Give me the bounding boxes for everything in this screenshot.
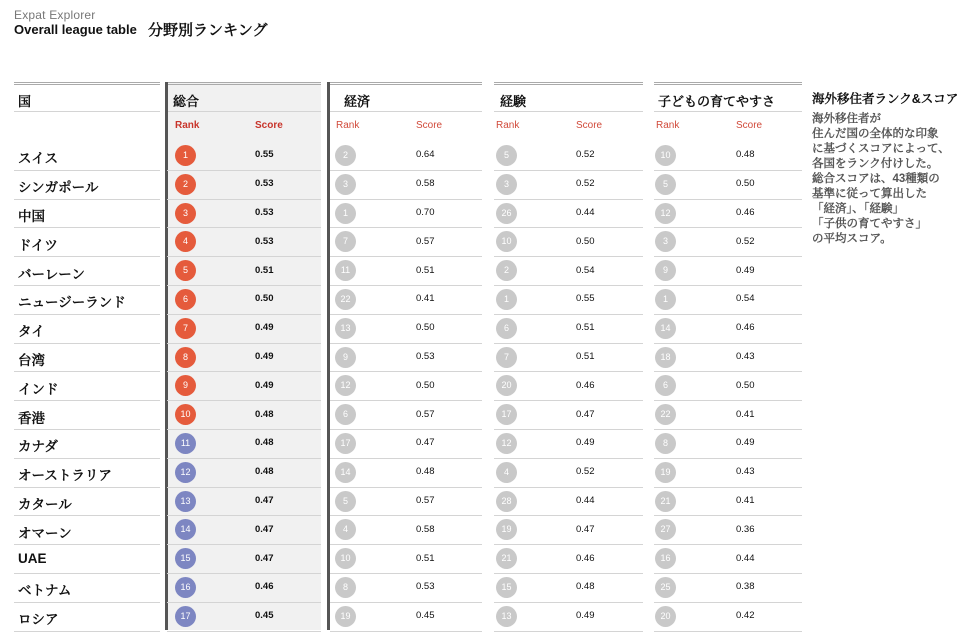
- row-rule: [654, 256, 802, 257]
- family-rank-label: Rank: [656, 120, 680, 131]
- experience-header: 経験: [500, 94, 527, 109]
- experience-score: 0.44: [576, 207, 595, 218]
- row-rule: [167, 544, 321, 545]
- family-score: 0.38: [736, 581, 755, 593]
- country-name: スイス: [18, 151, 59, 167]
- row-rule: [14, 170, 160, 171]
- row-rule: [654, 285, 802, 286]
- family-rank-badge: 16: [655, 548, 676, 569]
- economy-rank-badge: 2: [335, 145, 356, 166]
- overall-rank-badge: 10: [175, 404, 196, 425]
- side-line: の平均スコア。: [812, 233, 892, 245]
- country-name: カナダ: [18, 439, 58, 455]
- economy-score: 0.48: [416, 466, 435, 478]
- row-rule: [654, 227, 802, 228]
- row-rule: [167, 170, 321, 171]
- row-rule: [330, 458, 482, 459]
- row-rule: [167, 487, 321, 488]
- row-rule: [330, 602, 482, 603]
- row-rule: [167, 429, 321, 430]
- country-name: オマーン: [18, 525, 72, 541]
- country-name: タイ: [18, 324, 45, 340]
- row-rule: [330, 170, 482, 171]
- row-rule: [330, 631, 482, 632]
- row-rule: [167, 573, 321, 574]
- overall-score: 0.53: [255, 235, 274, 247]
- overall-score: 0.50: [255, 293, 274, 305]
- experience-score: 0.47: [576, 523, 595, 535]
- side-line: 「子供の育てやすさ」: [812, 218, 927, 230]
- country-name: シンガポール: [18, 180, 99, 196]
- row-rule: [14, 400, 160, 401]
- experience-rank-badge: 21: [496, 548, 517, 569]
- side-line: 基準に従って算出した: [812, 188, 927, 200]
- experience-score-label: Score: [576, 120, 603, 131]
- experience-rank-badge: 5: [496, 145, 517, 166]
- overall-rank-badge: 12: [175, 462, 196, 483]
- row-rule: [494, 544, 643, 545]
- experience-score: 0.49: [576, 610, 595, 622]
- row-rule: [494, 199, 643, 200]
- experience-score: 0.54: [576, 264, 595, 276]
- side-line: 各国をランク付けした。: [812, 158, 939, 170]
- experience-score: 0.46: [576, 379, 595, 391]
- overall-rank-badge: 5: [175, 260, 196, 281]
- overall-score: 0.47: [255, 495, 274, 506]
- row-rule: [330, 256, 482, 257]
- experience-score: 0.52: [576, 466, 595, 478]
- row-rule: [167, 199, 321, 200]
- row-rule: [14, 602, 160, 603]
- economy-left-bar: [327, 82, 330, 630]
- economy-score: 0.53: [416, 351, 435, 362]
- family-score: 0.46: [736, 322, 755, 334]
- country-name: ロシア: [18, 612, 59, 628]
- overall-rank-badge: 16: [175, 577, 196, 598]
- row-rule: [494, 170, 643, 171]
- experience-score: 0.52: [576, 178, 595, 190]
- experience-rank-badge: 19: [496, 519, 517, 540]
- family-rank-badge: 12: [655, 203, 676, 224]
- family-score: 0.43: [736, 351, 755, 362]
- overall-score: 0.48: [255, 437, 274, 449]
- experience-rank-badge: 10: [496, 231, 517, 252]
- experience-rank-badge: 15: [496, 577, 517, 598]
- side-line: 住んだ国の全体的な印象: [812, 128, 939, 140]
- experience-score: 0.49: [576, 437, 595, 449]
- row-rule: [654, 170, 802, 171]
- row-rule: [167, 285, 321, 286]
- row-rule: [330, 343, 482, 344]
- experience-score: 0.47: [576, 408, 595, 420]
- row-rule: [654, 371, 802, 372]
- family-score: 0.50: [736, 379, 755, 391]
- row-rule: [330, 429, 482, 430]
- family-score: 0.42: [736, 610, 755, 622]
- economy-rank-badge: 14: [335, 462, 356, 483]
- side-line: に基づくスコアによって、: [812, 143, 950, 155]
- family-score: 0.41: [736, 495, 755, 506]
- row-rule: [14, 544, 160, 545]
- overall-score: 0.51: [255, 264, 274, 276]
- row-rule: [14, 256, 160, 257]
- experience-score: 0.50: [576, 235, 595, 247]
- country-name: 中国: [18, 209, 45, 224]
- overall-score: 0.53: [255, 207, 274, 218]
- overall-rank-badge: 2: [175, 174, 196, 195]
- economy-score: 0.57: [416, 495, 435, 506]
- experience-score: 0.51: [576, 322, 595, 334]
- row-rule: [494, 602, 643, 603]
- country-name: UAE: [18, 550, 47, 566]
- family-rank-badge: 9: [655, 260, 676, 281]
- row-rule: [494, 458, 643, 459]
- economy-score: 0.41: [416, 293, 435, 305]
- family-rank-badge: 19: [655, 462, 676, 483]
- economy-rank-badge: 5: [335, 491, 356, 512]
- family-score: 0.49: [736, 437, 755, 449]
- family-score: 0.52: [736, 235, 755, 247]
- experience-rank-badge: 17: [496, 404, 517, 425]
- experience-rank-badge: 28: [496, 491, 517, 512]
- experience-rank-badge: 1: [496, 289, 517, 310]
- experience-score: 0.51: [576, 351, 595, 362]
- family-score: 0.41: [736, 408, 755, 420]
- overall-score: 0.48: [255, 466, 274, 478]
- economy-score: 0.51: [416, 552, 435, 564]
- row-rule: [14, 515, 160, 516]
- overall-rank-label: Rank: [175, 120, 200, 131]
- experience-rank-badge: 13: [496, 606, 517, 627]
- row-rule: [330, 371, 482, 372]
- overall-rank-badge: 4: [175, 231, 196, 252]
- experience-rank-badge: 12: [496, 433, 517, 454]
- row-rule: [654, 573, 802, 574]
- row-rule: [14, 631, 160, 632]
- overall-header: 総合: [173, 94, 200, 109]
- experience-rank-badge: 6: [496, 318, 517, 339]
- side-line: 海外移住者が: [812, 113, 881, 125]
- family-rank-badge: 10: [655, 145, 676, 166]
- side-title: 海外移住者ランク&スコア: [812, 92, 959, 106]
- row-rule: [167, 602, 321, 603]
- economy-rank-badge: 19: [335, 606, 356, 627]
- family-rank-badge: 8: [655, 433, 676, 454]
- economy-score: 0.51: [416, 264, 435, 276]
- overall-score: 0.49: [255, 351, 274, 362]
- family-rank-badge: 20: [655, 606, 676, 627]
- row-rule: [14, 199, 160, 200]
- family-rank-badge: 25: [655, 577, 676, 598]
- country-name: ドイツ: [18, 237, 58, 253]
- row-rule: [654, 199, 802, 200]
- family-score-label: Score: [736, 120, 763, 131]
- overall-left-bar: [165, 82, 168, 630]
- family-score: 0.54: [736, 293, 755, 305]
- economy-rank-badge: 6: [335, 404, 356, 425]
- row-rule: [494, 631, 643, 632]
- economy-score: 0.53: [416, 581, 435, 593]
- family-rank-badge: 5: [655, 174, 676, 195]
- row-rule: [330, 227, 482, 228]
- economy-score: 0.57: [416, 408, 435, 420]
- economy-rank-label: Rank: [336, 120, 360, 131]
- economy-score: 0.50: [416, 379, 435, 391]
- row-rule: [654, 515, 802, 516]
- header-title-jp: 分野別ランキング: [148, 22, 268, 39]
- row-rule: [14, 285, 160, 286]
- family-header: 子どもの育てやすさ: [658, 94, 776, 109]
- family-score: 0.46: [736, 207, 755, 218]
- row-rule: [330, 314, 482, 315]
- row-rule: [14, 227, 160, 228]
- overall-rank-badge: 15: [175, 548, 196, 569]
- family-score: 0.50: [736, 178, 755, 190]
- family-rank-badge: 27: [655, 519, 676, 540]
- row-rule: [330, 285, 482, 286]
- row-rule: [494, 256, 643, 257]
- side-line: 「経済」、「経験」: [812, 203, 904, 215]
- country-name: 台湾: [18, 353, 45, 368]
- economy-rank-badge: 10: [335, 548, 356, 569]
- country-name: 香港: [18, 410, 45, 426]
- row-rule: [330, 199, 482, 200]
- family-score: 0.48: [736, 149, 755, 161]
- family-section: [654, 82, 802, 630]
- family-score: 0.43: [736, 466, 755, 478]
- row-rule: [654, 458, 802, 459]
- row-rule: [654, 544, 802, 545]
- experience-score: 0.46: [576, 552, 595, 564]
- row-rule: [14, 458, 160, 459]
- economy-rank-badge: 11: [335, 260, 356, 281]
- economy-rank-badge: 4: [335, 519, 356, 540]
- experience-score: 0.52: [576, 149, 595, 161]
- overall-rank-badge: 3: [175, 203, 196, 224]
- experience-score: 0.55: [576, 293, 595, 305]
- overall-rank-badge: 9: [175, 375, 196, 396]
- family-rank-badge: 3: [655, 231, 676, 252]
- experience-rank-badge: 3: [496, 174, 517, 195]
- overall-rank-badge: 11: [175, 433, 196, 454]
- row-rule: [167, 631, 321, 632]
- experience-score: 0.48: [576, 581, 595, 593]
- country-name: ニュージーランド: [18, 295, 126, 311]
- overall-score: 0.48: [255, 408, 274, 420]
- row-rule: [167, 227, 321, 228]
- experience-rank-badge: 7: [496, 347, 517, 368]
- row-rule: [14, 429, 160, 430]
- side-line: 総合スコアは、43種類の: [812, 173, 940, 185]
- row-rule: [494, 343, 643, 344]
- row-rule: [494, 487, 643, 488]
- economy-rank-badge: 13: [335, 318, 356, 339]
- row-rule: [330, 487, 482, 488]
- row-rule: [14, 371, 160, 372]
- overall-score: 0.45: [255, 610, 274, 622]
- economy-header: 経済: [344, 94, 371, 109]
- row-rule: [167, 400, 321, 401]
- experience-rank-badge: 2: [496, 260, 517, 281]
- economy-rank-badge: 17: [335, 433, 356, 454]
- header-title: Overall league table: [14, 22, 137, 37]
- row-rule: [654, 314, 802, 315]
- row-rule: [167, 458, 321, 459]
- economy-score-label: Score: [416, 120, 443, 131]
- row-rule: [330, 573, 482, 574]
- experience-rank-badge: 20: [496, 375, 517, 396]
- overall-score-label: Score: [255, 120, 283, 131]
- overall-score: 0.49: [255, 379, 274, 391]
- row-rule: [167, 256, 321, 257]
- header-subtitle: Expat Explorer: [14, 8, 96, 22]
- row-rule: [494, 400, 643, 401]
- family-rank-badge: 21: [655, 491, 676, 512]
- country-name: ベトナム: [18, 583, 72, 599]
- row-rule: [654, 429, 802, 430]
- row-rule: [494, 515, 643, 516]
- side-description: [812, 112, 957, 247]
- family-rank-badge: 6: [655, 375, 676, 396]
- row-rule: [654, 631, 802, 632]
- overall-score: 0.53: [255, 178, 274, 190]
- economy-rank-badge: 3: [335, 174, 356, 195]
- economy-rank-badge: 22: [335, 289, 356, 310]
- overall-rank-badge: 7: [175, 318, 196, 339]
- experience-rank-badge: 4: [496, 462, 517, 483]
- economy-score: 0.50: [416, 322, 435, 334]
- row-rule: [654, 400, 802, 401]
- country-name: バーレーン: [18, 266, 85, 282]
- family-rank-badge: 22: [655, 404, 676, 425]
- row-rule: [330, 515, 482, 516]
- economy-rank-badge: 12: [335, 375, 356, 396]
- row-rule: [494, 314, 643, 315]
- row-rule: [494, 371, 643, 372]
- country-name: カタール: [18, 497, 72, 512]
- overall-score: 0.49: [255, 322, 274, 334]
- row-rule: [654, 487, 802, 488]
- row-rule: [167, 515, 321, 516]
- economy-score: 0.47: [416, 437, 435, 449]
- country-header: 国: [18, 94, 32, 109]
- row-rule: [494, 573, 643, 574]
- experience-rank-badge: 26: [496, 203, 517, 224]
- economy-score: 0.70: [416, 207, 435, 218]
- row-rule: [14, 314, 160, 315]
- row-rule: [330, 544, 482, 545]
- row-rule: [494, 429, 643, 430]
- overall-rank-badge: 6: [175, 289, 196, 310]
- economy-rank-badge: 9: [335, 347, 356, 368]
- family-score: 0.49: [736, 264, 755, 276]
- economy-rank-badge: 8: [335, 577, 356, 598]
- family-score: 0.44: [736, 552, 755, 564]
- economy-score: 0.45: [416, 610, 435, 622]
- row-rule: [14, 343, 160, 344]
- row-rule: [167, 314, 321, 315]
- family-rank-badge: 1: [655, 289, 676, 310]
- family-score: 0.36: [736, 523, 755, 535]
- economy-rank-badge: 7: [335, 231, 356, 252]
- row-rule: [167, 343, 321, 344]
- overall-score: 0.47: [255, 552, 274, 564]
- country-name: オーストラリア: [18, 468, 112, 484]
- row-rule: [654, 343, 802, 344]
- experience-score: 0.44: [576, 495, 595, 506]
- overall-rank-badge: 1: [175, 145, 196, 166]
- country-name: インド: [18, 381, 59, 397]
- row-rule: [494, 227, 643, 228]
- family-rank-badge: 14: [655, 318, 676, 339]
- economy-score: 0.58: [416, 523, 435, 535]
- row-rule: [330, 400, 482, 401]
- economy-score: 0.58: [416, 178, 435, 190]
- row-rule: [494, 285, 643, 286]
- economy-score: 0.64: [416, 149, 435, 161]
- overall-rank-badge: 8: [175, 347, 196, 368]
- economy-rank-badge: 1: [335, 203, 356, 224]
- row-rule: [167, 371, 321, 372]
- overall-rank-badge: 13: [175, 491, 196, 512]
- row-rule: [14, 573, 160, 574]
- economy-score: 0.57: [416, 235, 435, 247]
- overall-score: 0.47: [255, 523, 274, 535]
- overall-rank-badge: 17: [175, 606, 196, 627]
- experience-rank-label: Rank: [496, 120, 520, 131]
- row-rule: [14, 487, 160, 488]
- overall-score: 0.46: [255, 581, 274, 593]
- overall-rank-badge: 14: [175, 519, 196, 540]
- row-rule: [654, 602, 802, 603]
- overall-score: 0.55: [255, 149, 274, 161]
- family-rank-badge: 18: [655, 347, 676, 368]
